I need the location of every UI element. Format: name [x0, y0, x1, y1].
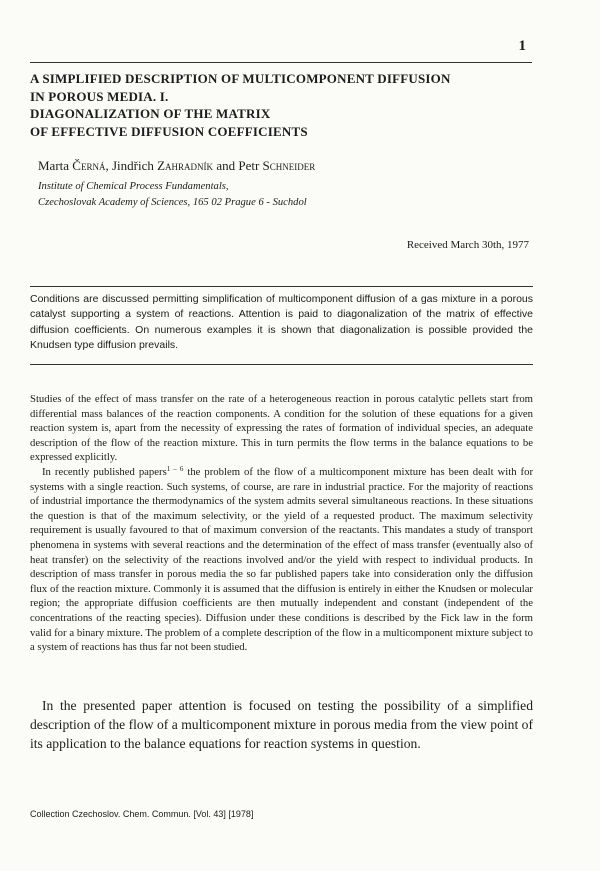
body-text: [30, 392, 533, 655]
body-paragraph: In the presented paper attention is focused on testing the possibility of a simplified description of the flow of a multicomponent mixture in porous media from the view point of its application to the balance equations for reaction systems in question.: [30, 698, 533, 751]
article-title: [30, 70, 530, 140]
journal-footer: Collection Czechoslov. Chem. Commun. [Vol. 43] [1978]: [30, 809, 254, 819]
paragraph-text: In recently published papers: [42, 465, 167, 478]
body-paragraph: [30, 465, 533, 655]
author-given-name: Petr: [238, 158, 260, 173]
affiliation: [38, 179, 307, 211]
author-given-name: Jindřich: [111, 158, 154, 173]
page-number: 1: [518, 38, 526, 54]
author-list: [38, 158, 315, 174]
author-separator: and: [213, 158, 239, 173]
abstract-bottom-rule: [30, 364, 533, 365]
title-line: IN POROUS MEDIA. I.: [30, 88, 169, 104]
author-given-name: Marta: [38, 158, 70, 173]
affiliation-line: Czechoslovak Academy of Sciences, 165 02 Prague 6 - Suchdol: [38, 197, 307, 208]
abstract: Conditions are discussed permitting simplification of multicomponent diffusion of a gas mixture in a porous catalyst supporting a system of reactions. Attention is paid to diagonalization of the matrix of effective diffusion coefficients. On numerous examples it is shown that diagonalization is possible provided the Knudsen type diffusion prevails.: [30, 293, 533, 352]
body-text-large: [30, 696, 533, 753]
author-family-name: Schneider: [262, 158, 316, 173]
received-date: Received March 30th, 1977: [406, 239, 529, 251]
abstract-top-rule: [30, 286, 533, 287]
title-line: A SIMPLIFIED DESCRIPTION OF MULTICOMPONENT DIFFUSION: [30, 71, 451, 86]
citation-superscript: 1 – 6: [166, 464, 184, 473]
author-family-name: Černá: [72, 158, 106, 173]
affiliation-line: Institute of Chemical Process Fundamentals,: [38, 181, 229, 192]
author-separator: ,: [105, 158, 112, 173]
body-paragraph: Studies of the effect of mass transfer on the rate of a heterogeneous reaction in porous catalytic pellets start from differential mass balances of the reaction components. A condition for the solution of these equations for a given reaction system is, apart from the necessity of expressing the rates of formation of individual species, an adequate description of the flow of the reaction mixture. This in turn permits the flow terms in the balance equations to be expressed explicitly.: [30, 393, 533, 464]
header-rule: [30, 62, 532, 63]
author-family-name: Zahradník: [157, 158, 214, 173]
title-line: OF EFFECTIVE DIFFUSION COEFFICIENTS: [30, 123, 308, 139]
paragraph-text: the problem of the flow of a multicomponent mixture has been dealt with for systems with a single reaction. Such systems, of course, are rare in industrial practice. For the majority of reactions of industrial importance the thermodynamics of the system admits several simultaneous reactions. In these situations the question is that of the maximum selectivity, or the yield of a requested product. The maximum selectivity requirement is usually favoured to that of maximum conversion of the reactants. This mandates a study of transport phenomena in systems with several reactions and the determination of the effect of mass transfer (eventually also of heat transfer) on the selectivity of the reactions involved and/or the yield with respect to individual products. In description of mass transfer in porous media the so far published papers take into consideration only the diffusion flux of the reaction mixture. Commonly it is assumed that the diffusion is entirely in either the Knudsen or molecular region; the appropriate diffusion coefficients are then mutually independent and constant (independent of the concentrations of the reacting species). Diffusion under these conditions is described by the Fick law in the form valid for a binary mixture. The problem of a complete description of the flow in a multicomponent mixture subject to a system of reactions has thus far not been studied.: [30, 465, 533, 654]
title-line: DIAGONALIZATION OF THE MATRIX: [30, 106, 271, 121]
